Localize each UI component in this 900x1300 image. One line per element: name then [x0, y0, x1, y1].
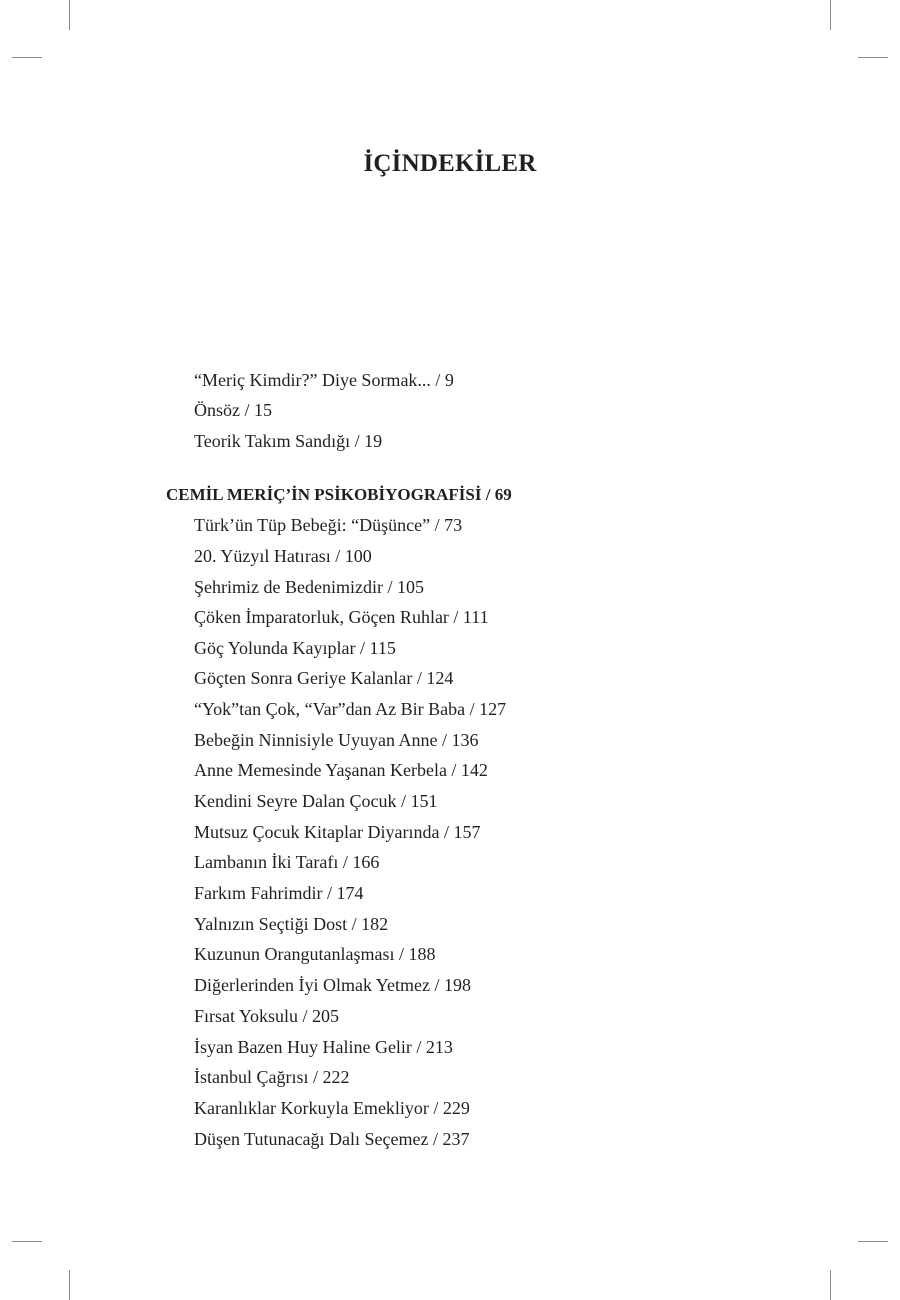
toc-entry: Türk’ün Tüp Bebeği: “Düşünce” / 73 [194, 515, 463, 535]
toc-entry: Göçten Sonra Geriye Kalanlar / 124 [194, 668, 454, 688]
crop-mark-top-left-horizontal [12, 57, 42, 58]
toc-entry: Kuzunun Orangutanlaşması / 188 [194, 944, 436, 964]
toc-entry: Mutsuz Çocuk Kitaplar Diyarında / 157 [194, 822, 481, 842]
toc-entry: Karanlıklar Korkuyla Emekliyor / 229 [194, 1098, 470, 1118]
toc-entry: İstanbul Çağrısı / 222 [194, 1067, 350, 1087]
toc-entry: Diğerlerinden İyi Olmak Yetmez / 198 [194, 975, 471, 995]
crop-mark-bottom-left-horizontal [12, 1241, 42, 1242]
toc-entry: Anne Memesinde Yaşanan Kerbela / 142 [194, 760, 488, 780]
crop-mark-top-right-horizontal [858, 57, 888, 58]
crop-mark-bottom-right-vertical [830, 1270, 831, 1300]
toc-entry: “Yok”tan Çok, “Var”dan Az Bir Baba / 127 [194, 699, 507, 719]
toc-entry: Göç Yolunda Kayıplar / 115 [194, 638, 396, 658]
toc-entry: Düşen Tutunacağı Dalı Seçemez / 237 [194, 1129, 470, 1149]
toc-entry: İsyan Bazen Huy Haline Gelir / 213 [194, 1037, 453, 1057]
toc-entry: Bebeğin Ninnisiyle Uyuyan Anne / 136 [194, 730, 479, 750]
toc-entry: Kendini Seyre Dalan Çocuk / 151 [194, 791, 438, 811]
toc-entry: Farkım Fahrimdir / 174 [194, 883, 364, 903]
toc-entry: Önsöz / 15 [194, 400, 272, 420]
toc-entry: Lambanın İki Tarafı / 166 [194, 852, 380, 872]
toc-entry: “Meriç Kimdir?” Diye Sormak... / 9 [194, 370, 454, 390]
crop-mark-top-right-vertical [830, 0, 831, 30]
toc-entry: Şehrimiz de Bedenimizdir / 105 [194, 577, 424, 597]
toc-entry: Yalnızın Seçtiği Dost / 182 [194, 914, 389, 934]
page-title: İÇİNDEKİLER [363, 150, 537, 177]
section-heading: CEMİL MERİÇ’İN PSİKOBİYOGRAFİSİ / 69 [166, 485, 512, 504]
crop-mark-top-left-vertical [69, 0, 70, 30]
toc-entry: Fırsat Yoksulu / 205 [194, 1006, 340, 1026]
toc-entry: 20. Yüzyıl Hatırası / 100 [194, 546, 372, 566]
toc-entry: Çöken İmparatorluk, Göçen Ruhlar / 111 [194, 607, 489, 627]
crop-mark-bottom-right-horizontal [858, 1241, 888, 1242]
crop-mark-bottom-left-vertical [69, 1270, 70, 1300]
toc-entry: Teorik Takım Sandığı / 19 [194, 431, 383, 451]
